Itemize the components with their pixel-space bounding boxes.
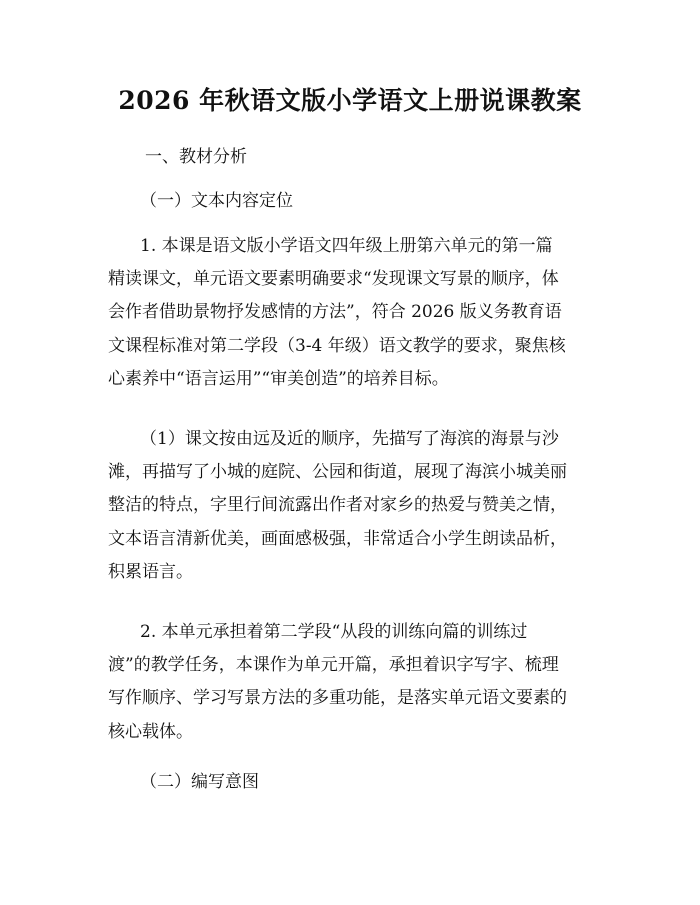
- subsection-heading-text-positioning: （一）文本内容定位: [140, 191, 293, 211]
- paragraph-line: 文课程标准对第二学段（3-4 年级）语文教学的要求，聚焦核: [108, 335, 566, 356]
- paragraph-line: 滩，再描写了小城的庭院、公园和街道，展现了海滨小城美丽: [108, 462, 567, 483]
- document-title: 2026 年秋语文版小学语文上册说课教案: [118, 86, 582, 115]
- paragraph-3: [108, 616, 608, 749]
- paragraph-line: 会作者借助景物抒发感情的方法”，符合 2026 版义务教育语: [108, 302, 562, 323]
- paragraph-2: [108, 423, 608, 589]
- paragraph-line: 心素养中“语言运用”“审美创造”的培养目标。: [108, 368, 449, 389]
- paragraph-line: 写作顺序、学习写景方法的多重功能，是落实单元语文要素的: [108, 688, 567, 709]
- paragraph-1: [108, 230, 608, 396]
- section-heading-textbook-analysis: 一、教材分析: [145, 147, 247, 167]
- subsection-heading-compilation-intent: （二）编写意图: [140, 772, 259, 792]
- paragraph-line: 文本语言清新优美，画面感极强，非常适合小学生朗读品析，: [108, 528, 567, 549]
- paragraph-line: 渡”的教学任务，本课作为单元开篇，承担着识字写字、梳理: [108, 655, 559, 676]
- paragraph-line: 1. 本课是语文版小学语文四年级上册第六单元的第一篇: [140, 236, 553, 256]
- paragraph-line: （1）课文按由远及近的顺序，先描写了海滨的海景与沙: [140, 429, 559, 449]
- paragraph-line: 2. 本单元承担着第二学段“从段的训练向篇的训练过: [140, 622, 528, 642]
- paragraph-line: 核心载体。: [108, 721, 193, 742]
- paragraph-line: 整洁的特点，字里行间流露出作者对家乡的热爱与赞美之情，: [108, 495, 567, 516]
- paragraph-line: 精读课文，单元语文要素明确要求“发现课文写景的顺序，体: [108, 269, 559, 290]
- paragraph-line: 积累语言。: [108, 561, 193, 582]
